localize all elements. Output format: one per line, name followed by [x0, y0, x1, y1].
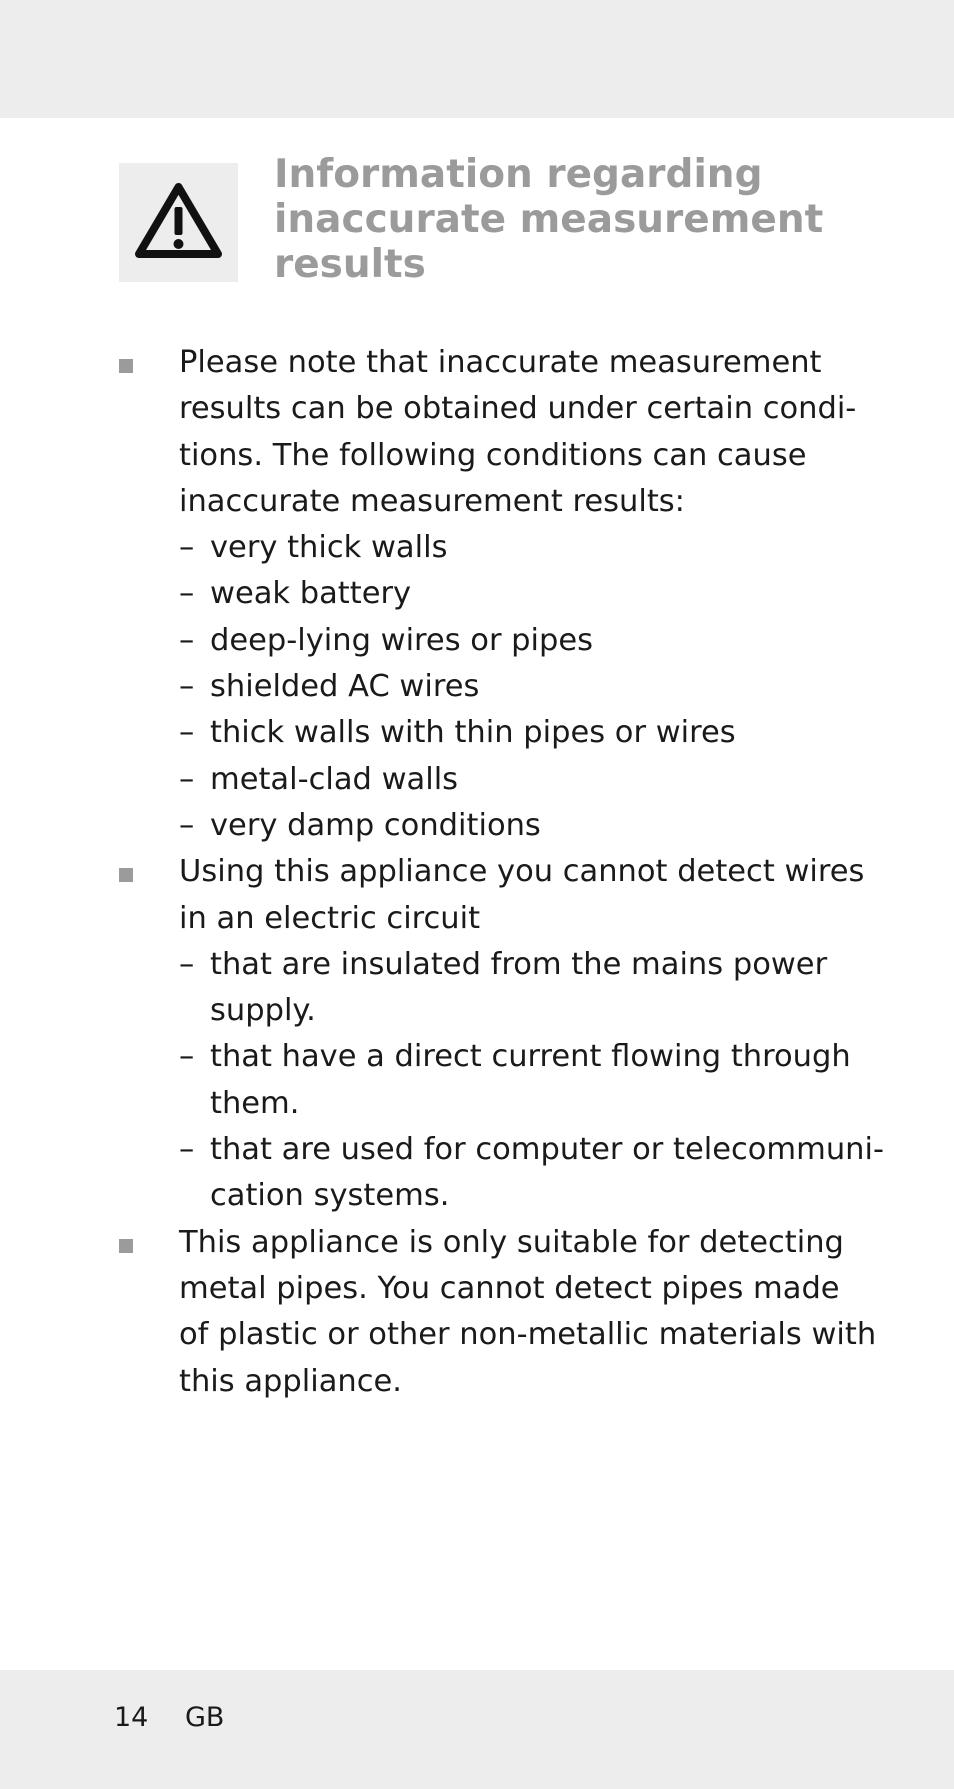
warning-icon-box [119, 163, 238, 282]
list-item [179, 803, 839, 849]
list-item [179, 664, 839, 710]
bullet-section [119, 340, 857, 849]
list-item-text: deep-lying wires or pipes [210, 622, 594, 658]
warning-triangle-icon [134, 182, 223, 260]
paragraph-line: Using this appliance you cannot detect wires [179, 854, 865, 890]
list-item-text: metal-clad walls [210, 761, 459, 797]
dash-marker: – [179, 669, 195, 705]
list-item-text: that are used for computer or telecommuni- [210, 1132, 884, 1168]
paragraph-line: Please note that inaccurate measurement [179, 345, 822, 380]
paragraph-line: tions. The following conditions can cause [179, 437, 807, 473]
paragraph-line: inaccurate measurement results: [179, 483, 685, 519]
dash-marker: – [179, 1132, 195, 1168]
page-title [274, 152, 894, 287]
language-code: GB [184, 1702, 225, 1733]
dash-marker: – [179, 946, 195, 982]
paragraph-line: in an electric circuit [179, 900, 481, 936]
dash-marker: – [179, 530, 195, 566]
list-item-text: very thick walls [210, 530, 448, 566]
list-item [179, 618, 839, 664]
page-number: 14 [114, 1702, 149, 1733]
page-title-line: results [274, 242, 426, 287]
square-bullet-icon [119, 868, 133, 882]
list-item-text: shielded AC wires [210, 669, 480, 705]
list-item [179, 525, 839, 571]
list-item [179, 942, 839, 1035]
list-item-text: cation systems. [210, 1178, 450, 1214]
page-footer [114, 1700, 224, 1736]
list-item-text: supply. [210, 993, 316, 1029]
list-item [179, 710, 839, 756]
paragraph-line: of plastic or other non-metallic materials with [179, 1317, 877, 1353]
content-body [119, 340, 884, 1405]
page-title-line: Information regarding [274, 152, 763, 197]
list-item-text: thick walls with thin pipes or wires [210, 715, 736, 751]
dash-marker: – [179, 715, 195, 751]
dash-marker: – [179, 576, 195, 612]
list-item [179, 757, 839, 803]
paragraph-line: This appliance is only suitable for detecting [179, 1224, 844, 1260]
header-band [0, 0, 954, 118]
paragraph-line: this appliance. [179, 1363, 402, 1399]
page-title-line: inaccurate measurement [274, 197, 824, 242]
list-item [179, 1127, 884, 1220]
square-bullet-icon [119, 1239, 133, 1253]
bullet-section [119, 849, 884, 1219]
dash-marker: – [179, 807, 195, 843]
list-item-text: very damp conditions [210, 807, 541, 843]
bullet-section [119, 1220, 877, 1405]
square-bullet-icon [119, 359, 133, 373]
dash-marker: – [179, 622, 195, 658]
list-item-text: that are insulated from the mains power [210, 946, 828, 982]
list-item [179, 571, 839, 617]
list-item-text: them. [210, 1085, 300, 1121]
dash-marker: – [179, 761, 195, 797]
paragraph-line: metal pipes. You cannot detect pipes made [179, 1270, 840, 1306]
dash-marker: – [179, 1039, 195, 1075]
list-item-text: weak battery [210, 576, 412, 612]
list-item-text: that have a direct current flowing through [210, 1039, 851, 1075]
list-item [179, 1034, 851, 1127]
paragraph-line: results can be obtained under certain condi- [179, 391, 857, 427]
